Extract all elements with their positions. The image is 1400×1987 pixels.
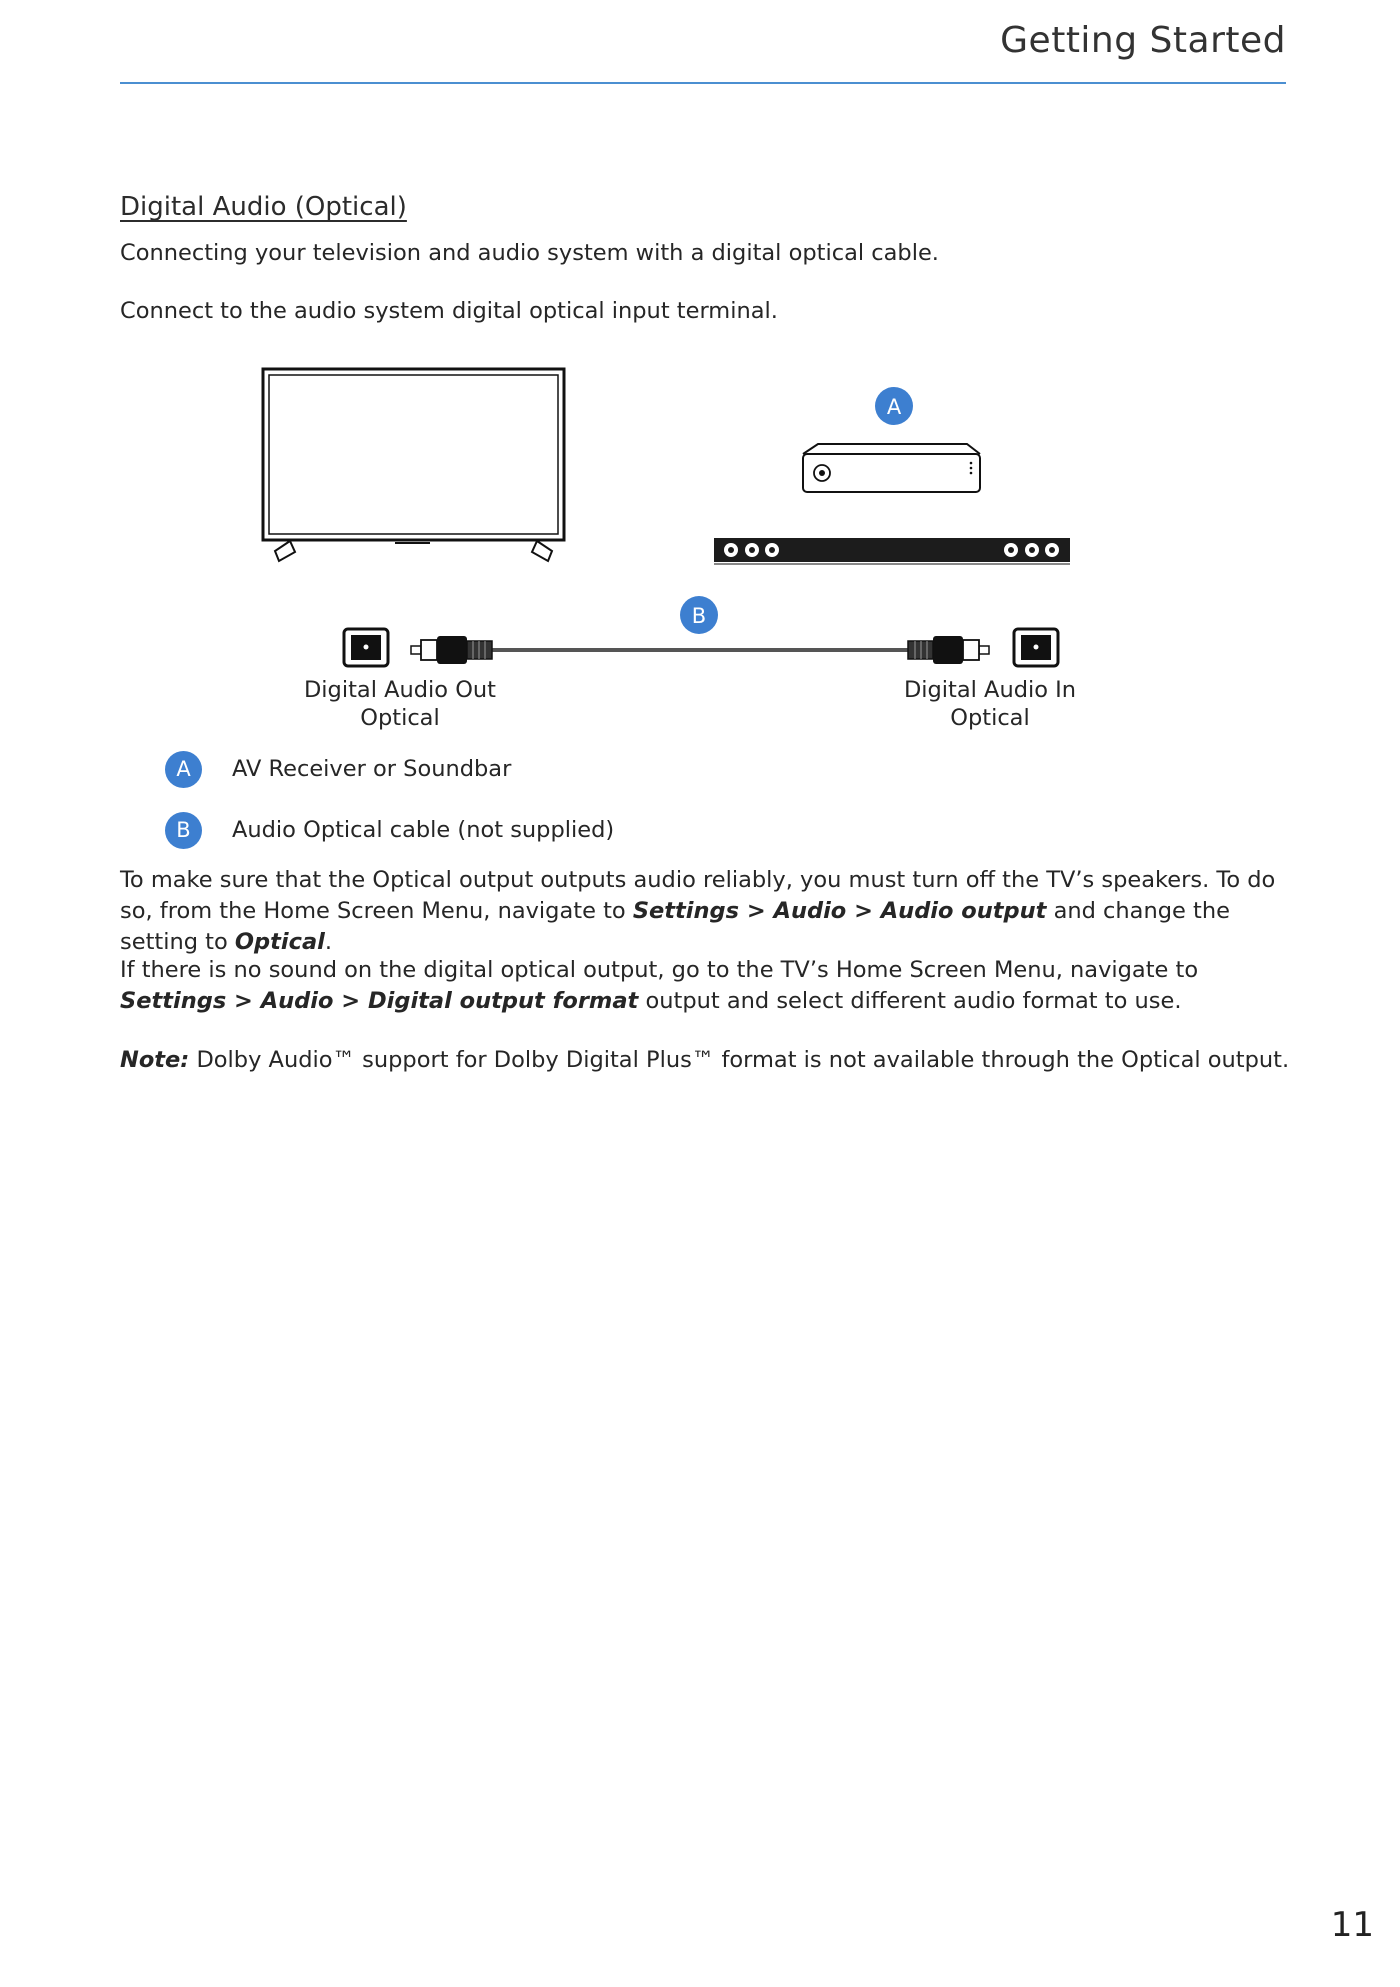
legend-item-a [165,750,511,788]
settings-path-audio-output: Settings > Audio > Audio output [632,898,1047,924]
tv-icon [263,369,564,561]
badge-b [680,596,718,634]
badge-a-label: A [886,395,902,419]
optical-cable-icon [411,636,989,664]
paragraph1-text-2: and change the setting to [120,898,1230,955]
paragraph1-text-3: . [324,929,332,955]
intro-text: Connecting your television and audio system with a digital optical cable. [120,240,939,266]
page-number: 11 [1330,1905,1374,1945]
no-sound-instructions [120,955,1290,1017]
note-label: Note: [120,1047,190,1073]
connection-diagram [0,0,1400,760]
soundbar-icon [714,538,1070,564]
optical-out-label-line1: Digital Audio Out [303,677,497,703]
settings-path-digital-output-format: Settings > Audio > Digital output format [120,988,639,1014]
legend-text-a: AV Receiver or Soundbar [232,756,512,782]
badge-b-label: B [691,604,707,628]
paragraph2-text-1: If there is no sound on the digital optical output, go to the TV’s Home Screen Menu, navigate to [120,957,1199,983]
note-text: Dolby Audio™ support for Dolby Digital Plus™ format is not available through the Optical output. [189,1047,1290,1073]
optical-in-label [880,676,1100,732]
optical-out-label-line2: Optical [360,705,440,731]
legend-item-b [165,811,614,849]
optical-out-label [290,676,510,732]
optical-setting-value: Optical [234,929,325,955]
legend-badge-b: B [165,812,202,849]
paragraph1-text-1: To make sure that the Optical output outputs audio reliably, you must turn off the TV’s speakers. To do so, from the Home Screen Menu, navigate to [120,867,1276,924]
optical-out-port-icon [344,629,388,666]
optical-in-label-line2: Optical [950,705,1030,731]
optical-output-instructions [120,865,1290,958]
page-header-title: Getting Started [1000,20,1286,61]
av-receiver-icon [803,444,980,492]
paragraph2-text-2: output and select different audio format to use. [638,988,1182,1014]
instruction-text: Connect to the audio system digital optical input terminal. [120,298,778,324]
legend-badge-a: A [165,751,202,788]
dolby-note [120,1045,1290,1076]
optical-in-label-line1: Digital Audio In [903,677,1077,703]
optical-in-port-icon [1014,629,1058,666]
legend-text-b: Audio Optical cable (not supplied) [232,817,615,843]
section-title: Digital Audio (Optical) [120,192,407,222]
badge-a [875,387,913,425]
